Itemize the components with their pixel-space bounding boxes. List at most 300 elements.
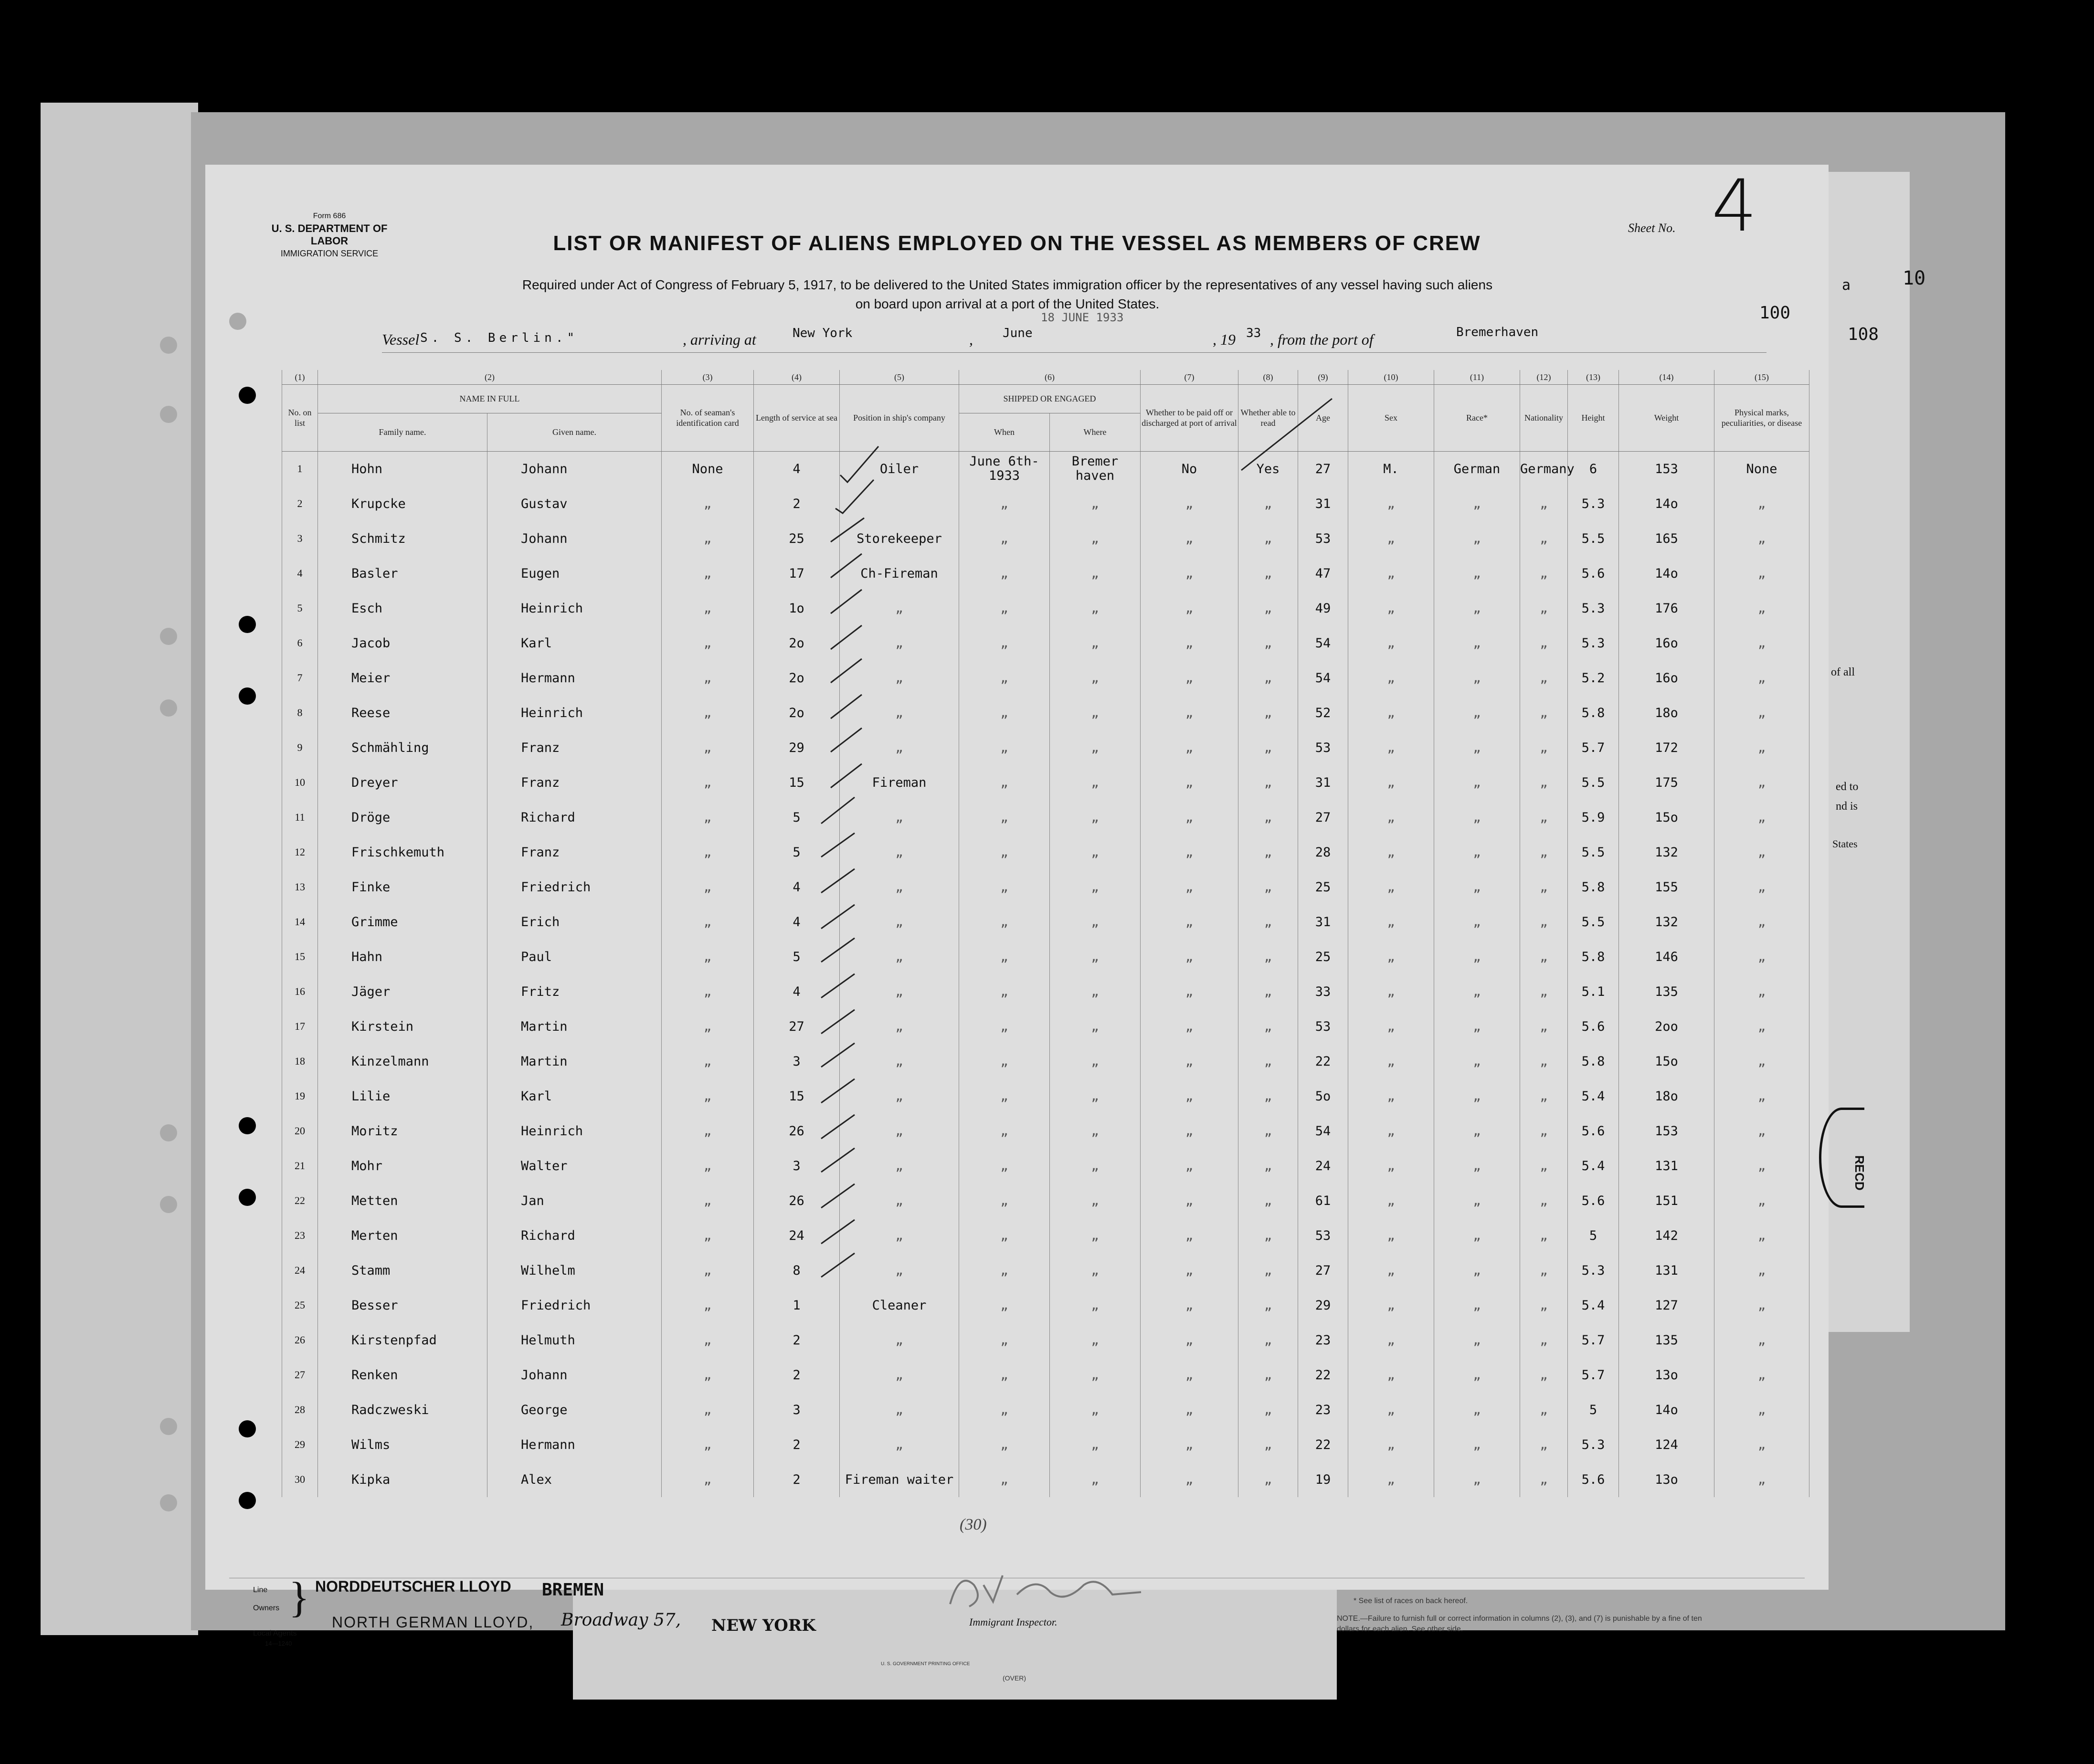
id-card: „ bbox=[662, 591, 754, 626]
position: „ bbox=[840, 696, 959, 730]
subtitle-line1: Required under Act of Congress of February 5, 1917, to be delivered to the United States immigration officer by the representatives of any vessel having such aliens bbox=[522, 277, 1493, 292]
punch-hole bbox=[239, 1189, 256, 1206]
table-row bbox=[282, 1044, 1809, 1079]
given-name: Eugen bbox=[487, 556, 662, 591]
family-name: Kirstein bbox=[318, 1009, 487, 1044]
able-to-read: „ bbox=[1238, 1462, 1298, 1497]
page-title: LIST OR MANIFEST OF ALIENS EMPLOYED ON THE VESSEL AS MEMBERS OF CREW bbox=[553, 232, 1481, 255]
sex: „ bbox=[1348, 1288, 1434, 1323]
row-number: 16 bbox=[282, 974, 318, 1009]
given-name: Erich bbox=[487, 905, 662, 940]
weight: 18o bbox=[1619, 1079, 1714, 1114]
punch-hole bbox=[160, 628, 177, 645]
date-stamp: 18 JUNE 1933 bbox=[1041, 311, 1124, 324]
nationality: „ bbox=[1520, 591, 1568, 626]
given-name: Johann bbox=[487, 1358, 662, 1393]
shipped-when: „ bbox=[959, 1288, 1050, 1323]
physical-marks: „ bbox=[1714, 870, 1809, 905]
margin-text-ed-to: ed to bbox=[1836, 781, 1859, 793]
paid-off: „ bbox=[1141, 800, 1238, 835]
from-label: , from the port of bbox=[1270, 331, 1374, 348]
race: „ bbox=[1434, 1114, 1520, 1149]
year-prefix: , 19 bbox=[1213, 331, 1236, 348]
page-subtitle bbox=[387, 275, 1628, 314]
weight: 127 bbox=[1619, 1288, 1714, 1323]
shipped-where: „ bbox=[1050, 556, 1141, 591]
paid-off: „ bbox=[1141, 1149, 1238, 1183]
service-length: 2o bbox=[754, 661, 840, 696]
colnum-11: (11) bbox=[1434, 370, 1520, 384]
sex: „ bbox=[1348, 661, 1434, 696]
sex: „ bbox=[1348, 1393, 1434, 1427]
margin-text-states: States bbox=[1832, 838, 1858, 850]
nationality: „ bbox=[1520, 1149, 1568, 1183]
weight: 131 bbox=[1619, 1149, 1714, 1183]
table-row bbox=[282, 730, 1809, 765]
shipped-where: „ bbox=[1050, 1079, 1141, 1114]
able-to-read: „ bbox=[1238, 1218, 1298, 1253]
nationality: „ bbox=[1520, 1323, 1568, 1358]
nationality: „ bbox=[1520, 626, 1568, 661]
row-number: 1 bbox=[282, 451, 318, 486]
header-nationality: Nationality bbox=[1520, 384, 1568, 451]
position: „ bbox=[840, 1218, 959, 1253]
service-length: 2 bbox=[754, 1462, 840, 1497]
height: 5 bbox=[1568, 1393, 1619, 1427]
sex: „ bbox=[1348, 974, 1434, 1009]
race: „ bbox=[1434, 1462, 1520, 1497]
side-mark-108: 108 bbox=[1848, 325, 1879, 344]
position: „ bbox=[840, 1149, 959, 1183]
height: 5.3 bbox=[1568, 1427, 1619, 1462]
header-physical: Physical marks, peculiarities, or disease bbox=[1714, 384, 1809, 451]
id-card: „ bbox=[662, 1009, 754, 1044]
nationality: „ bbox=[1520, 661, 1568, 696]
age: 29 bbox=[1298, 1288, 1348, 1323]
physical-marks: „ bbox=[1714, 940, 1809, 974]
weight: 135 bbox=[1619, 1323, 1714, 1358]
family-name: Hohn bbox=[318, 451, 487, 486]
service-length: 2 bbox=[754, 1358, 840, 1393]
age: 25 bbox=[1298, 940, 1348, 974]
weight: 14o bbox=[1619, 556, 1714, 591]
age: 53 bbox=[1298, 1218, 1348, 1253]
physical-marks: „ bbox=[1714, 765, 1809, 800]
colnum-1: (1) bbox=[282, 370, 318, 384]
check-mark bbox=[821, 1184, 855, 1208]
punch-hole bbox=[239, 1420, 256, 1437]
header-age: Age bbox=[1298, 384, 1348, 451]
position: „ bbox=[840, 1427, 959, 1462]
shipped-where: „ bbox=[1050, 1044, 1141, 1079]
shipped-where: „ bbox=[1050, 1462, 1141, 1497]
height: 5.4 bbox=[1568, 1149, 1619, 1183]
race: „ bbox=[1434, 1393, 1520, 1427]
printing-office: U. S. GOVERNMENT PRINTING OFFICE bbox=[881, 1661, 970, 1667]
position: „ bbox=[840, 626, 959, 661]
given-name: Paul bbox=[487, 940, 662, 974]
given-name: Hermann bbox=[487, 661, 662, 696]
id-card: „ bbox=[662, 486, 754, 521]
height: 5.1 bbox=[1568, 974, 1619, 1009]
paid-off: „ bbox=[1141, 556, 1238, 591]
id-card: „ bbox=[662, 800, 754, 835]
received-stamp-text: RECD bbox=[1852, 1155, 1867, 1191]
side-mark-10: 10 bbox=[1903, 267, 1926, 289]
nationality: „ bbox=[1520, 1393, 1568, 1427]
shipped-when: „ bbox=[959, 730, 1050, 765]
shipped-when: „ bbox=[959, 1114, 1050, 1149]
weight: 124 bbox=[1619, 1427, 1714, 1462]
shipped-when: „ bbox=[959, 870, 1050, 905]
table-row bbox=[282, 800, 1809, 835]
physical-marks: „ bbox=[1714, 1149, 1809, 1183]
left-backing-sheet bbox=[41, 103, 198, 1635]
given-name: Karl bbox=[487, 626, 662, 661]
family-name: Wilms bbox=[318, 1427, 487, 1462]
position: Fireman bbox=[840, 765, 959, 800]
table-row bbox=[282, 1288, 1809, 1323]
given-name: Gustav bbox=[487, 486, 662, 521]
service-length: 24 bbox=[754, 1218, 840, 1253]
line-name: NORDDEUTSCHER LLOYD bbox=[315, 1578, 511, 1595]
row-number: 12 bbox=[282, 835, 318, 870]
nationality: „ bbox=[1520, 1427, 1568, 1462]
owners-label: Owners bbox=[253, 1604, 280, 1612]
table-row bbox=[282, 1427, 1809, 1462]
shipped-when: „ bbox=[959, 1462, 1050, 1497]
position: „ bbox=[840, 1044, 959, 1079]
row-number: 25 bbox=[282, 1288, 318, 1323]
able-to-read: „ bbox=[1238, 1079, 1298, 1114]
position: „ bbox=[840, 1079, 959, 1114]
weight: 13o bbox=[1619, 1358, 1714, 1393]
age: 53 bbox=[1298, 521, 1348, 556]
race: „ bbox=[1434, 556, 1520, 591]
height: 5.7 bbox=[1568, 1358, 1619, 1393]
table-row bbox=[282, 661, 1809, 696]
able-to-read: „ bbox=[1238, 730, 1298, 765]
family-name: Dreyer bbox=[318, 765, 487, 800]
race: „ bbox=[1434, 1044, 1520, 1079]
shipped-where: „ bbox=[1050, 1323, 1141, 1358]
row-number: 6 bbox=[282, 626, 318, 661]
race: „ bbox=[1434, 591, 1520, 626]
position: „ bbox=[840, 1114, 959, 1149]
sex: „ bbox=[1348, 696, 1434, 730]
colnum-4: (4) bbox=[754, 370, 840, 384]
table-row bbox=[282, 870, 1809, 905]
header-when: When bbox=[959, 413, 1050, 451]
check-mark bbox=[821, 905, 855, 929]
id-card: „ bbox=[662, 661, 754, 696]
service-length: 1o bbox=[754, 591, 840, 626]
colnum-2: (2) bbox=[318, 370, 662, 384]
weight: 132 bbox=[1619, 905, 1714, 940]
position: „ bbox=[840, 1323, 959, 1358]
header-able-read: Whether able to read bbox=[1238, 384, 1298, 451]
form-number: Form 686 bbox=[313, 212, 346, 220]
nationality: „ bbox=[1520, 1009, 1568, 1044]
row-number: 10 bbox=[282, 765, 318, 800]
service-length: 27 bbox=[754, 1009, 840, 1044]
sex: „ bbox=[1348, 765, 1434, 800]
age: 19 bbox=[1298, 1462, 1348, 1497]
table-row bbox=[282, 974, 1809, 1009]
sex: „ bbox=[1348, 626, 1434, 661]
paid-off: „ bbox=[1141, 1323, 1238, 1358]
height: 5.7 bbox=[1568, 1323, 1619, 1358]
able-to-read: „ bbox=[1238, 835, 1298, 870]
nationality: „ bbox=[1520, 765, 1568, 800]
shipped-when: „ bbox=[959, 1358, 1050, 1393]
age: 27 bbox=[1298, 1253, 1348, 1288]
check-mark bbox=[831, 554, 862, 578]
brace: } bbox=[289, 1574, 310, 1621]
id-card: „ bbox=[662, 1427, 754, 1462]
able-to-read: „ bbox=[1238, 696, 1298, 730]
check-mark bbox=[821, 1010, 855, 1034]
position: „ bbox=[840, 940, 959, 974]
from-port: Bremerhaven bbox=[1456, 325, 1539, 339]
department: U. S. DEPARTMENT OF LABOR bbox=[271, 222, 388, 247]
able-to-read: „ bbox=[1238, 974, 1298, 1009]
table-row bbox=[282, 1393, 1809, 1427]
family-name: Esch bbox=[318, 591, 487, 626]
weight: 146 bbox=[1619, 940, 1714, 974]
position: „ bbox=[840, 1009, 959, 1044]
physical-marks: „ bbox=[1714, 556, 1809, 591]
table-row bbox=[282, 451, 1809, 486]
header-given-name: Given name. bbox=[487, 413, 662, 451]
header-weight: Weight bbox=[1619, 384, 1714, 451]
able-to-read: „ bbox=[1238, 1149, 1298, 1183]
nationality: „ bbox=[1520, 730, 1568, 765]
family-name: Renken bbox=[318, 1358, 487, 1393]
sex: M. bbox=[1348, 451, 1434, 486]
sex: „ bbox=[1348, 1114, 1434, 1149]
shipped-when: „ bbox=[959, 974, 1050, 1009]
service-length: 4 bbox=[754, 870, 840, 905]
sex: „ bbox=[1348, 940, 1434, 974]
weight: 16o bbox=[1619, 661, 1714, 696]
paid-off: „ bbox=[1141, 730, 1238, 765]
race: „ bbox=[1434, 974, 1520, 1009]
sex: „ bbox=[1348, 1253, 1434, 1288]
nationality: „ bbox=[1520, 974, 1568, 1009]
crew-table bbox=[282, 370, 1809, 1497]
punch-hole bbox=[160, 1196, 177, 1213]
table-row bbox=[282, 1462, 1809, 1497]
weight: 153 bbox=[1619, 1114, 1714, 1149]
weight: 135 bbox=[1619, 974, 1714, 1009]
weight: 131 bbox=[1619, 1253, 1714, 1288]
able-to-read: „ bbox=[1238, 1427, 1298, 1462]
weight: 165 bbox=[1619, 521, 1714, 556]
penalty-note: NOTE.—Failure to furnish full or correct information in columns (2), (3), and (7) is punishable by a fine of ten dollars for each alien. See other side. bbox=[1337, 1615, 1702, 1633]
id-card: „ bbox=[662, 1253, 754, 1288]
age: 31 bbox=[1298, 905, 1348, 940]
check-mark bbox=[821, 938, 855, 962]
height: 6 bbox=[1568, 451, 1619, 486]
family-name: Reese bbox=[318, 696, 487, 730]
check-mark bbox=[831, 590, 862, 613]
id-card: „ bbox=[662, 1218, 754, 1253]
row-number: 15 bbox=[282, 940, 318, 974]
height: 5.4 bbox=[1568, 1079, 1619, 1114]
nationality: „ bbox=[1520, 486, 1568, 521]
physical-marks: „ bbox=[1714, 835, 1809, 870]
given-name: Wilhelm bbox=[487, 1253, 662, 1288]
paid-off: „ bbox=[1141, 1079, 1238, 1114]
shipped-when: „ bbox=[959, 556, 1050, 591]
race: „ bbox=[1434, 1427, 1520, 1462]
header-where: Where bbox=[1050, 413, 1141, 451]
height: 5.6 bbox=[1568, 1462, 1619, 1497]
punch-hole bbox=[239, 1117, 256, 1134]
service-length: 2o bbox=[754, 696, 840, 730]
able-to-read: „ bbox=[1238, 521, 1298, 556]
physical-marks: „ bbox=[1714, 486, 1809, 521]
row-number: 13 bbox=[282, 870, 318, 905]
nationality: „ bbox=[1520, 1358, 1568, 1393]
manifest-sheet bbox=[205, 165, 1829, 1682]
shipped-when: „ bbox=[959, 1009, 1050, 1044]
paid-off: „ bbox=[1141, 696, 1238, 730]
paid-off: „ bbox=[1141, 940, 1238, 974]
age: 49 bbox=[1298, 591, 1348, 626]
nationality: „ bbox=[1520, 1253, 1568, 1288]
shipped-where: „ bbox=[1050, 626, 1141, 661]
colnum-6: (6) bbox=[959, 370, 1141, 384]
nationality: „ bbox=[1520, 800, 1568, 835]
check-mark bbox=[821, 974, 855, 998]
age: 22 bbox=[1298, 1358, 1348, 1393]
able-to-read: Yes bbox=[1238, 451, 1298, 486]
given-name: Fritz bbox=[487, 974, 662, 1009]
race: „ bbox=[1434, 1288, 1520, 1323]
service-length: 25 bbox=[754, 521, 840, 556]
position: Ch-Fireman bbox=[840, 556, 959, 591]
punch-hole bbox=[239, 687, 256, 705]
race-note: * See list of races on back hereof. bbox=[1354, 1597, 1468, 1605]
weight: 15o bbox=[1619, 800, 1714, 835]
physical-marks: „ bbox=[1714, 1218, 1809, 1253]
physical-marks: „ bbox=[1714, 626, 1809, 661]
family-name: Meier bbox=[318, 661, 487, 696]
table-row bbox=[282, 1323, 1809, 1358]
paid-off: „ bbox=[1141, 835, 1238, 870]
header-length-service: Length of service at sea bbox=[754, 384, 840, 451]
weight: 18o bbox=[1619, 696, 1714, 730]
sex: „ bbox=[1348, 1183, 1434, 1218]
header-family-name: Family name. bbox=[318, 413, 487, 451]
shipped-when: „ bbox=[959, 1218, 1050, 1253]
header-no-on-list: No. on list bbox=[282, 384, 318, 451]
race: „ bbox=[1434, 905, 1520, 940]
id-card: „ bbox=[662, 1079, 754, 1114]
id-card: „ bbox=[662, 1183, 754, 1218]
check-mark bbox=[821, 833, 855, 857]
weight: 132 bbox=[1619, 835, 1714, 870]
shipped-when: June 6th-1933 bbox=[959, 451, 1050, 486]
able-to-read: „ bbox=[1238, 1288, 1298, 1323]
id-card: „ bbox=[662, 974, 754, 1009]
height: 5.6 bbox=[1568, 1009, 1619, 1044]
weight: 14o bbox=[1619, 486, 1714, 521]
given-name: Franz bbox=[487, 835, 662, 870]
colnum-3: (3) bbox=[662, 370, 754, 384]
shipped-when: „ bbox=[959, 1044, 1050, 1079]
family-name: Jacob bbox=[318, 626, 487, 661]
service-length: 29 bbox=[754, 730, 840, 765]
weight: 142 bbox=[1619, 1218, 1714, 1253]
punch-hole bbox=[239, 616, 256, 633]
height: 5.5 bbox=[1568, 521, 1619, 556]
sex: „ bbox=[1348, 1323, 1434, 1358]
row-number: 8 bbox=[282, 696, 318, 730]
shipped-when: „ bbox=[959, 835, 1050, 870]
able-to-read: „ bbox=[1238, 556, 1298, 591]
arriving-label: , arriving at bbox=[683, 331, 756, 348]
family-name: Kinzelmann bbox=[318, 1044, 487, 1079]
nationality: „ bbox=[1520, 696, 1568, 730]
able-to-read: „ bbox=[1238, 1009, 1298, 1044]
physical-marks: „ bbox=[1714, 1462, 1809, 1497]
id-card: „ bbox=[662, 905, 754, 940]
age: 47 bbox=[1298, 556, 1348, 591]
shipped-when: „ bbox=[959, 1253, 1050, 1288]
row-number: 3 bbox=[282, 521, 318, 556]
given-name: Richard bbox=[487, 1218, 662, 1253]
race: „ bbox=[1434, 1183, 1520, 1218]
height: 5.3 bbox=[1568, 1253, 1619, 1288]
punch-hole bbox=[160, 1124, 177, 1141]
race: „ bbox=[1434, 1218, 1520, 1253]
agent-address: Broadway 57, bbox=[561, 1610, 681, 1630]
paid-off: „ bbox=[1141, 661, 1238, 696]
nationality: „ bbox=[1520, 1044, 1568, 1079]
page-mark-100: 100 bbox=[1759, 303, 1791, 323]
family-name: Schmähling bbox=[318, 730, 487, 765]
paid-off: „ bbox=[1141, 905, 1238, 940]
able-to-read: „ bbox=[1238, 1393, 1298, 1427]
sex: „ bbox=[1348, 521, 1434, 556]
physical-marks: „ bbox=[1714, 905, 1809, 940]
check-mark bbox=[821, 1079, 855, 1103]
position: „ bbox=[840, 835, 959, 870]
row-number: 30 bbox=[282, 1462, 318, 1497]
row-number: 28 bbox=[282, 1393, 318, 1427]
shipped-where: „ bbox=[1050, 696, 1141, 730]
shipped-where: „ bbox=[1050, 1183, 1141, 1218]
race: „ bbox=[1434, 661, 1520, 696]
height: 5.5 bbox=[1568, 835, 1619, 870]
race: „ bbox=[1434, 1009, 1520, 1044]
shipped-when: „ bbox=[959, 940, 1050, 974]
able-to-read: „ bbox=[1238, 1183, 1298, 1218]
family-name: Hahn bbox=[318, 940, 487, 974]
table-row bbox=[282, 1183, 1809, 1218]
position: „ bbox=[840, 1253, 959, 1288]
given-name: Franz bbox=[487, 765, 662, 800]
shipped-where: „ bbox=[1050, 974, 1141, 1009]
id-card: „ bbox=[662, 1323, 754, 1358]
able-to-read: „ bbox=[1238, 626, 1298, 661]
age: 5o bbox=[1298, 1079, 1348, 1114]
id-card: „ bbox=[662, 556, 754, 591]
service-length: 4 bbox=[754, 905, 840, 940]
